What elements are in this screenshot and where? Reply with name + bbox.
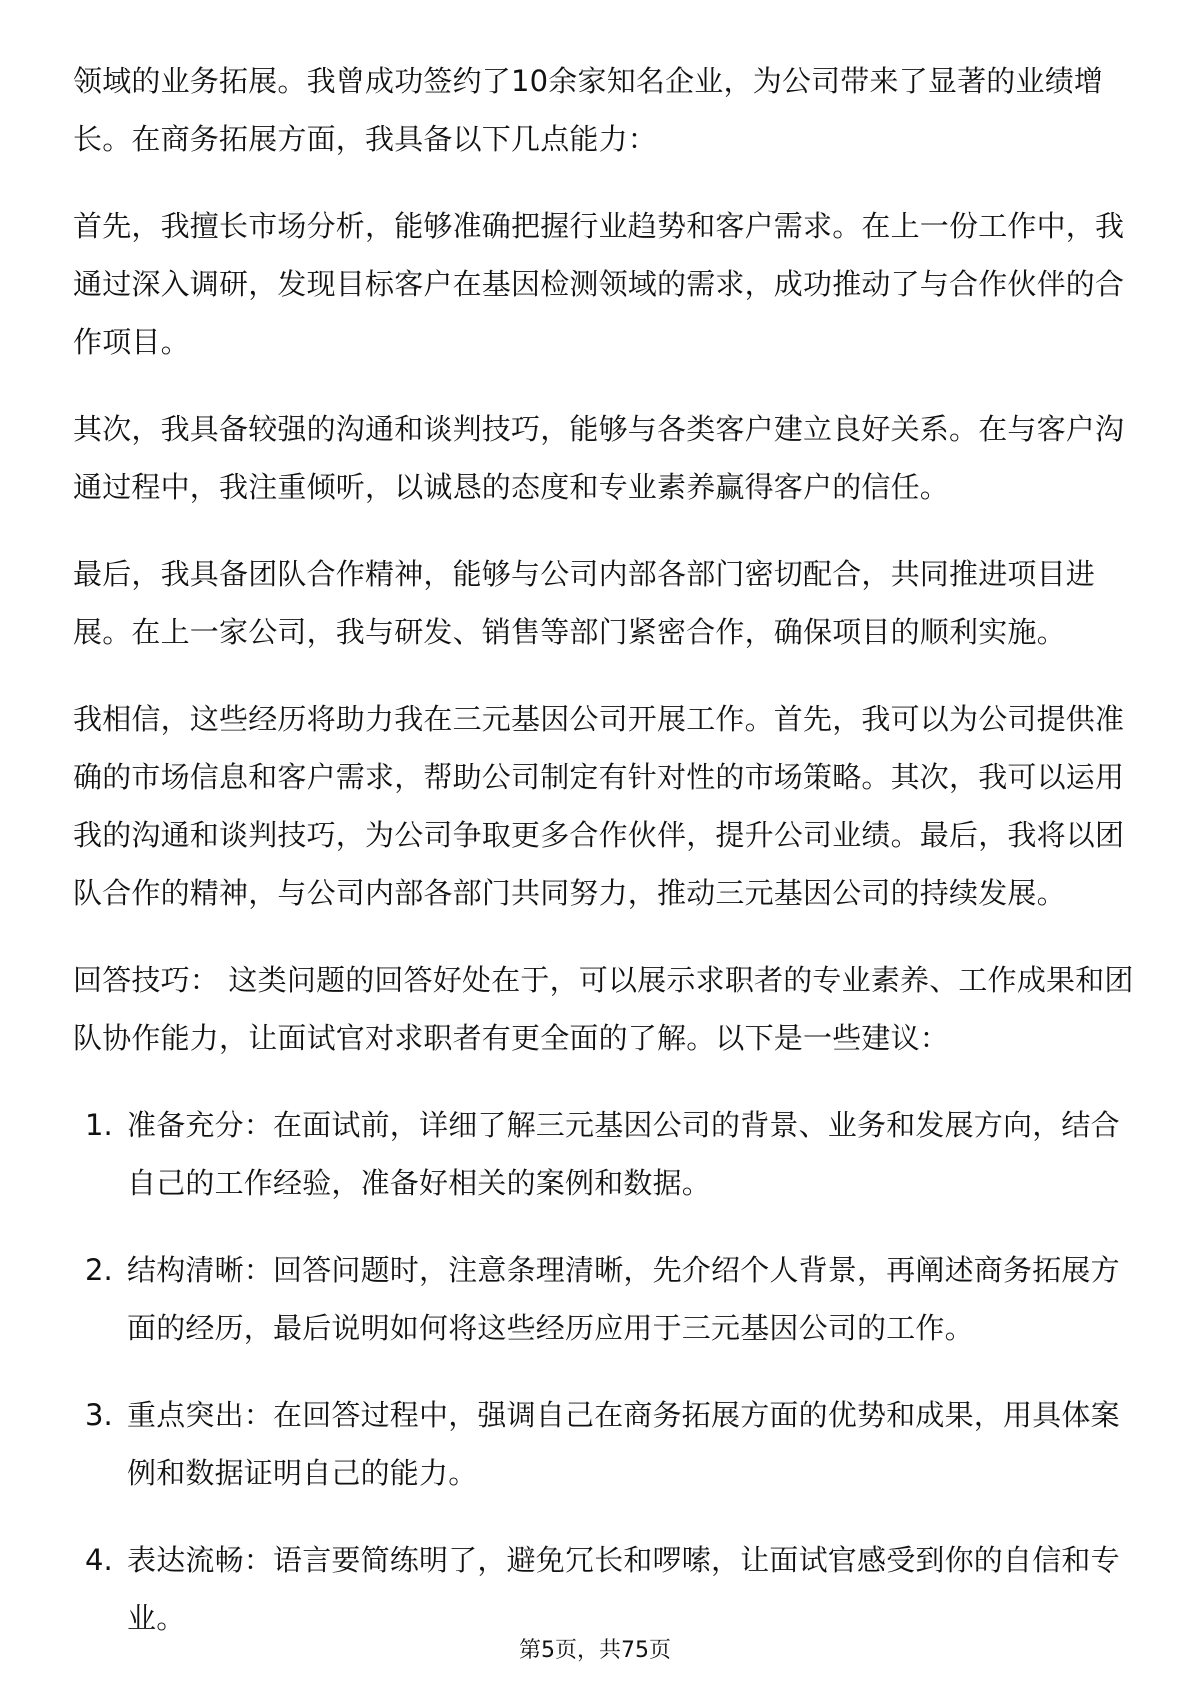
text-line: 自己的工作经验，准备好相关的案例和数据。 [127,1166,712,1200]
text-line: 通过深入调研，发现目标客户在基因检测领域的需求，成功推动了与合作伙伴的合 [73,267,1125,301]
text-line: 队协作能力，让面试官对求职者有更全面的了解。以下是一些建议： [73,1021,950,1055]
list-item [73,1241,1133,1357]
text-line: 首先，我擅长市场分析，能够准确把握行业趋势和客户需求。在上一份工作中，我 [73,209,1125,243]
text-line: 长。在商务拓展方面，我具备以下几点能力： [73,122,658,156]
text-line: 我相信，这些经历将助力我在三元基因公司开展工作。首先，我可以为公司提供准 [73,702,1125,736]
text-line: 回答技巧： 这类问题的回答好处在于，可以展示求职者的专业素养、工作成果和团 [73,963,1134,997]
text-line: 作项目。 [73,325,190,359]
text-line: 重点突出：在回答过程中，强调自己在商务拓展方面的优势和成果，用具体案 [127,1398,1120,1432]
list-item [73,1096,1133,1212]
list-item [73,1386,1133,1502]
text-line: 面的经历，最后说明如何将这些经历应用于三元基因公司的工作。 [127,1311,974,1345]
text-line: 准备充分：在面试前，详细了解三元基因公司的背景、业务和发展方向，结合 [127,1108,1120,1142]
list-number: 1. [85,1108,113,1142]
text-line: 展。在上一家公司，我与研发、销售等部门紧密合作，确保项目的顺利实施。 [73,615,1066,649]
list-number: 4. [85,1543,113,1577]
text-line: 表达流畅：语言要简练明了，避免冗长和啰嗦，让面试官感受到你的自信和专 [127,1543,1120,1577]
paragraph [73,690,1133,922]
list-number: 2. [85,1253,113,1287]
text-line: 结构清晰：回答问题时，注意条理清晰，先介绍个人背景，再阐述商务拓展方 [127,1253,1120,1287]
paragraph [73,951,1133,1067]
text-line: 我的沟通和谈判技巧，为公司争取更多合作伙伴，提升公司业绩。最后，我将以团 [73,818,1125,852]
text-line: 通过程中，我注重倾听，以诚恳的态度和专业素养赢得客户的信任。 [73,470,950,504]
page-number: 第5页，共75页 [519,1638,671,1663]
text-line: 例和数据证明自己的能力。 [127,1456,478,1490]
paragraph [73,400,1133,516]
list-item [73,1531,1133,1647]
text-line: 最后，我具备团队合作精神，能够与公司内部各部门密切配合，共同推进项目进 [73,557,1096,591]
document-body [73,52,1133,1676]
text-line: 确的市场信息和客户需求，帮助公司制定有针对性的市场策略。其次，我可以运用 [73,760,1125,794]
text-line: 业。 [127,1601,186,1635]
paragraph [73,52,1133,168]
paragraph [73,545,1133,661]
text-line: 其次，我具备较强的沟通和谈判技巧，能够与各类客户建立良好关系。在与客户沟 [73,412,1125,446]
text-line: 领域的业务拓展。我曾成功签约了10余家知名企业，为公司带来了显著的业绩增 [73,64,1104,98]
paragraph [73,197,1133,371]
list-number: 3. [85,1398,113,1432]
text-line: 队合作的精神，与公司内部各部门共同努力，推动三元基因公司的持续发展。 [73,876,1066,910]
